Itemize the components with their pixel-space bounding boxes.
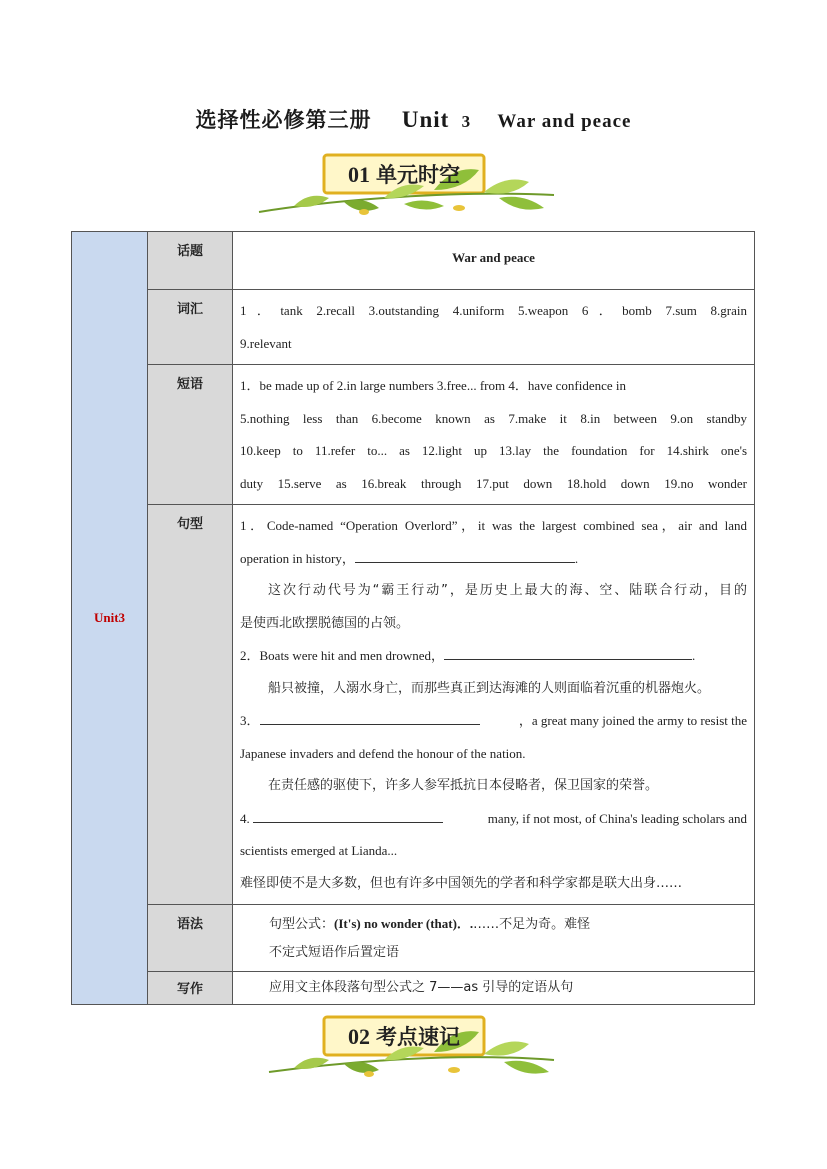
grammar-line-2: 不定式短语作后置定语 [269, 945, 400, 960]
sentence-4-number: 4. [240, 810, 250, 826]
sentence-2-text: 2．Boats were hit and men drowned， [240, 648, 444, 663]
grammar-cell [233, 905, 755, 972]
phrases-cell [233, 365, 755, 505]
banner-2-number: 02 [348, 1024, 370, 1049]
unit-label: Unit3 [72, 232, 148, 1005]
vocabulary-line-2: 9.relevant [240, 335, 292, 351]
sentence-1-end: . [574, 550, 579, 566]
sentence-2-line [240, 640, 747, 673]
page-title [0, 104, 827, 134]
phrases-line-4: duty 15.serve as 16.break through 17.put down 18.hold down 19.no wonder [240, 475, 747, 491]
sentence-4-line-c: scientists emerged at Lianda... [240, 843, 398, 858]
answer-blank-4[interactable] [253, 808, 443, 823]
banner-1-text: 单元时空 [376, 163, 460, 187]
banner-1-number: 01 [348, 162, 370, 187]
sentence-1-translation-b: 是使西北欧摆脱德国的占领。 [240, 615, 410, 631]
sentences-cell [233, 505, 755, 905]
title-unit: Unit [401, 107, 450, 132]
sentence-3-line-a [240, 705, 747, 738]
sentence-3-translation: 在责任感的驱使下，许多人参军抵抗日本侵略者，保卫国家的荣誉。 [268, 778, 659, 793]
row-head-sentences: 句型 [148, 505, 233, 905]
row-head-grammar: 语法 [148, 905, 233, 972]
writing-line: 应用文主体段落句型公式之 7——as 引导的定语从句 [233, 972, 755, 1005]
title-theme: War and peace [497, 111, 632, 132]
sentence-3-number: 3． [240, 713, 260, 728]
sentence-3-line-c: Japanese invaders and defend the honour of the nation. [240, 745, 526, 761]
sentence-1-line-a: 1．Code-named “Operation Overlord”，it was the largest combined sea，air and land [240, 518, 747, 533]
phrases-line-3: 10.keep to 11.refer to... as 12.light up 13.lay the foundation for 14.shirk one's [240, 443, 747, 458]
sentence-1-text-b: operation in history， [240, 550, 355, 566]
answer-blank-1[interactable] [355, 548, 575, 563]
topic-text: War and peace [233, 232, 755, 290]
phrases-line-1: 1．be made up of 2.in large numbers 3.free... from 4．have confidence in [240, 378, 627, 393]
unit-overview-table [71, 231, 755, 1005]
vocabulary-cell [233, 290, 755, 365]
sentence-4-line-a [240, 803, 747, 836]
section-banner-1 [254, 150, 564, 225]
grammar-suffix: ……不足为奇。难怪 [473, 917, 591, 932]
sentence-1-line-b [240, 543, 747, 576]
sentence-4-text-b: many, if not most, of China's leading scholars and [487, 810, 747, 826]
answer-blank-3[interactable] [260, 710, 480, 725]
banner-2-text: 考点速记 [376, 1025, 460, 1049]
section-banner-2 [254, 1012, 564, 1087]
sentence-1-translation-a: 这次行动代号为“霸王行动”，是历史上最大的海、空、陆联合行动，目的 [268, 583, 747, 598]
banner-1-label [324, 156, 484, 194]
row-head-topic: 话题 [148, 232, 233, 290]
row-head-writing: 写作 [148, 972, 233, 1005]
sentence-2-end: . [691, 648, 696, 663]
title-unit-number: 3 [461, 112, 472, 131]
row-head-vocabulary: 词汇 [148, 290, 233, 365]
vocabulary-line-1: 1．tank 2.recall 3.outstanding 4.uniform 5.weapon 6．bomb 7.sum 8.grain [240, 303, 747, 318]
row-head-phrases: 短语 [148, 365, 233, 505]
banner-2-label [324, 1018, 484, 1056]
grammar-line-1 [269, 910, 747, 939]
sentence-4-translation: 难怪即使不是大多数，但也有许多中国领先的学者和科学家都是联大出身…… [240, 875, 683, 891]
grammar-prefix: 句型公式： [269, 917, 335, 932]
title-book: 选择性必修第三册 [195, 108, 372, 132]
phrases-line-2: 5.nothing less than 6.become known as 7.make it 8.in between 9.on standby [240, 410, 747, 426]
sentence-3-text-b: ，a great many joined the army to resist the [518, 713, 747, 728]
grammar-formula: (It's) no wonder (that)．. [334, 916, 474, 931]
answer-blank-2[interactable] [444, 645, 692, 660]
sentence-2-translation: 船只被撞，人溺水身亡，而那些真正到达海滩的人则面临着沉重的机器炮火。 [268, 680, 711, 696]
